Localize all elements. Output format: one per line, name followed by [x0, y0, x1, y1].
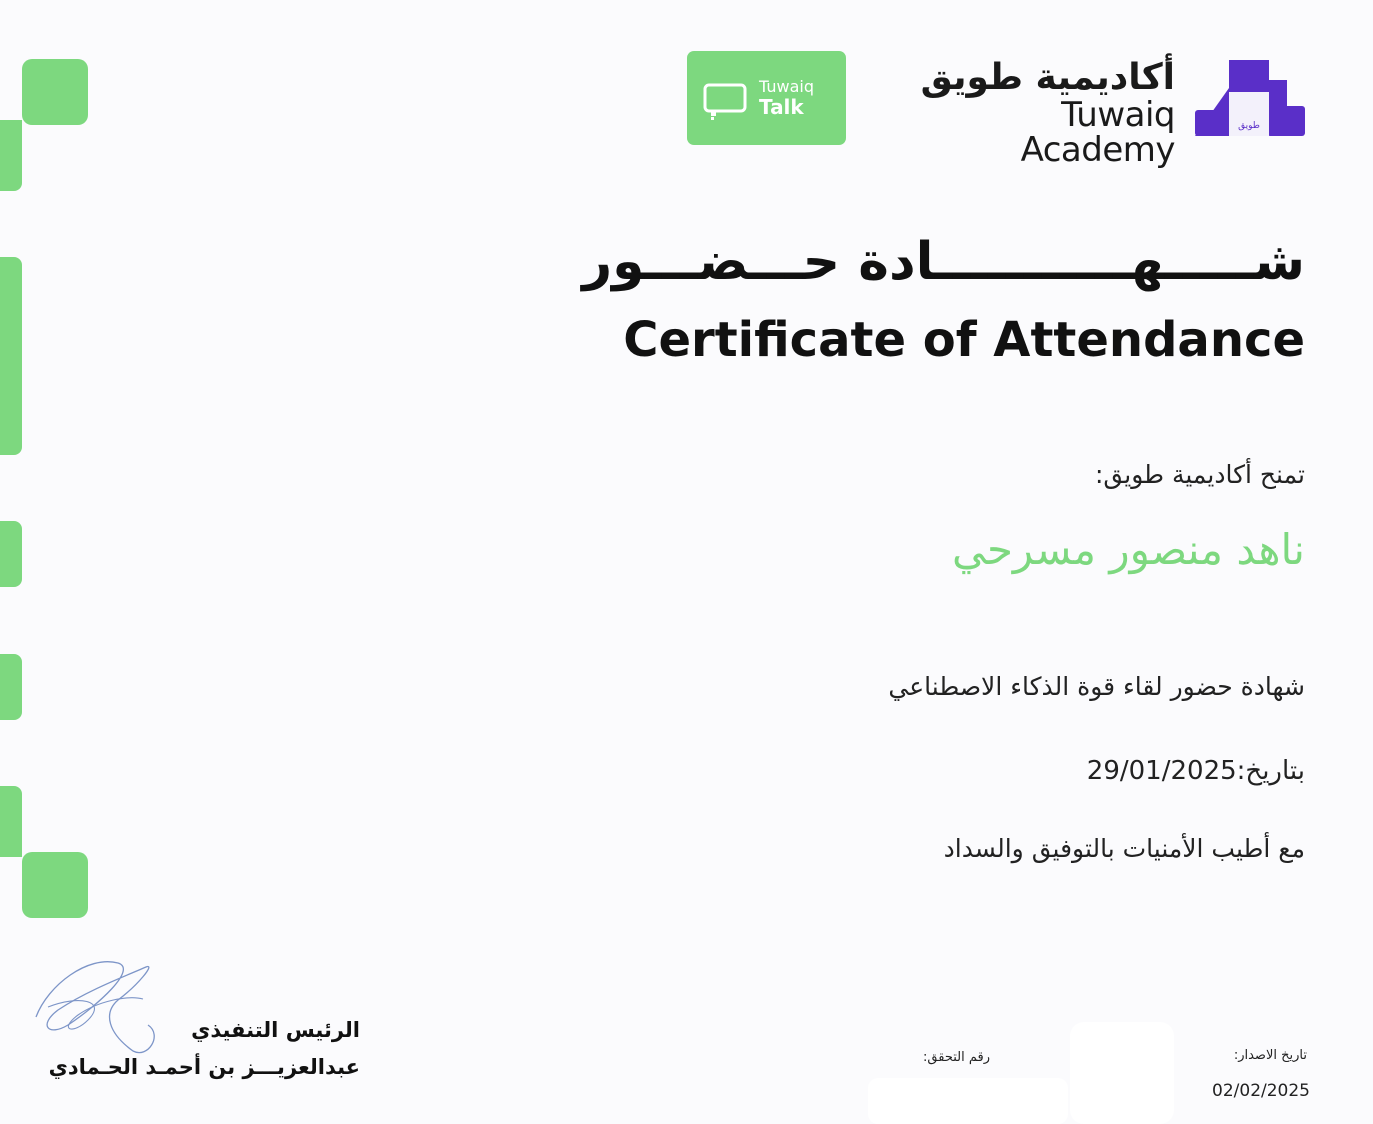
tuwaiq-talk-badge: [687, 51, 846, 145]
event-text: شهادة حضور لقاء قوة الذكاء الاصطناعي: [888, 672, 1305, 701]
event-date-line: [1087, 756, 1305, 786]
academy-logo-text: [903, 58, 1175, 169]
logo-mark-text: طويق: [1238, 121, 1260, 131]
decor-block-bottom-left: [0, 786, 22, 857]
tuwaiq-logo-mark: [1193, 58, 1307, 138]
certificate-title-english: Certificate of Attendance: [623, 312, 1305, 368]
recipient-name: ناهد منصور مسرحي: [951, 525, 1305, 574]
certificate-title-arabic: شـــــهـــــــــــادة حـــضـــور: [582, 232, 1305, 292]
talk-badge-line2: Talk: [759, 95, 804, 120]
decor-block-top-left: [0, 120, 22, 191]
decor-bar-tall: [0, 257, 22, 455]
date-label: بتاريخ:: [1236, 756, 1305, 786]
signatory-name: عبدالعزيـــز بن أحمـد الحـمادي: [48, 1055, 360, 1079]
logo-english: Tuwaiq Academy: [1020, 94, 1175, 171]
issue-date-label: تاريخ الاصدار:: [1233, 1048, 1307, 1063]
talk-badge-line1: Tuwaiq: [759, 77, 814, 96]
decor-block-top-right: [22, 59, 88, 125]
issue-date-value: 02/02/2025: [1212, 1081, 1310, 1101]
decor-block-bottom-right: [22, 852, 88, 918]
verification-code-placeholder: [868, 1078, 1068, 1124]
chat-bubble-icon: [703, 83, 747, 123]
wishes-text: مع أطيب الأمنيات بالتوفيق والسداد: [943, 834, 1305, 863]
grants-text: تمنح أكاديمية طويق:: [1095, 460, 1305, 489]
verification-label: رقم التحقق:: [923, 1050, 990, 1065]
signatory-role: الرئيس التنفيذي: [191, 1018, 360, 1042]
logo-arabic: أكاديمية طويق: [920, 57, 1175, 98]
decor-bar-mid: [0, 521, 22, 587]
qr-code-placeholder: [1070, 1022, 1174, 1124]
date-value: 29/01/2025: [1086, 756, 1237, 786]
decor-bar-lower: [0, 654, 22, 720]
